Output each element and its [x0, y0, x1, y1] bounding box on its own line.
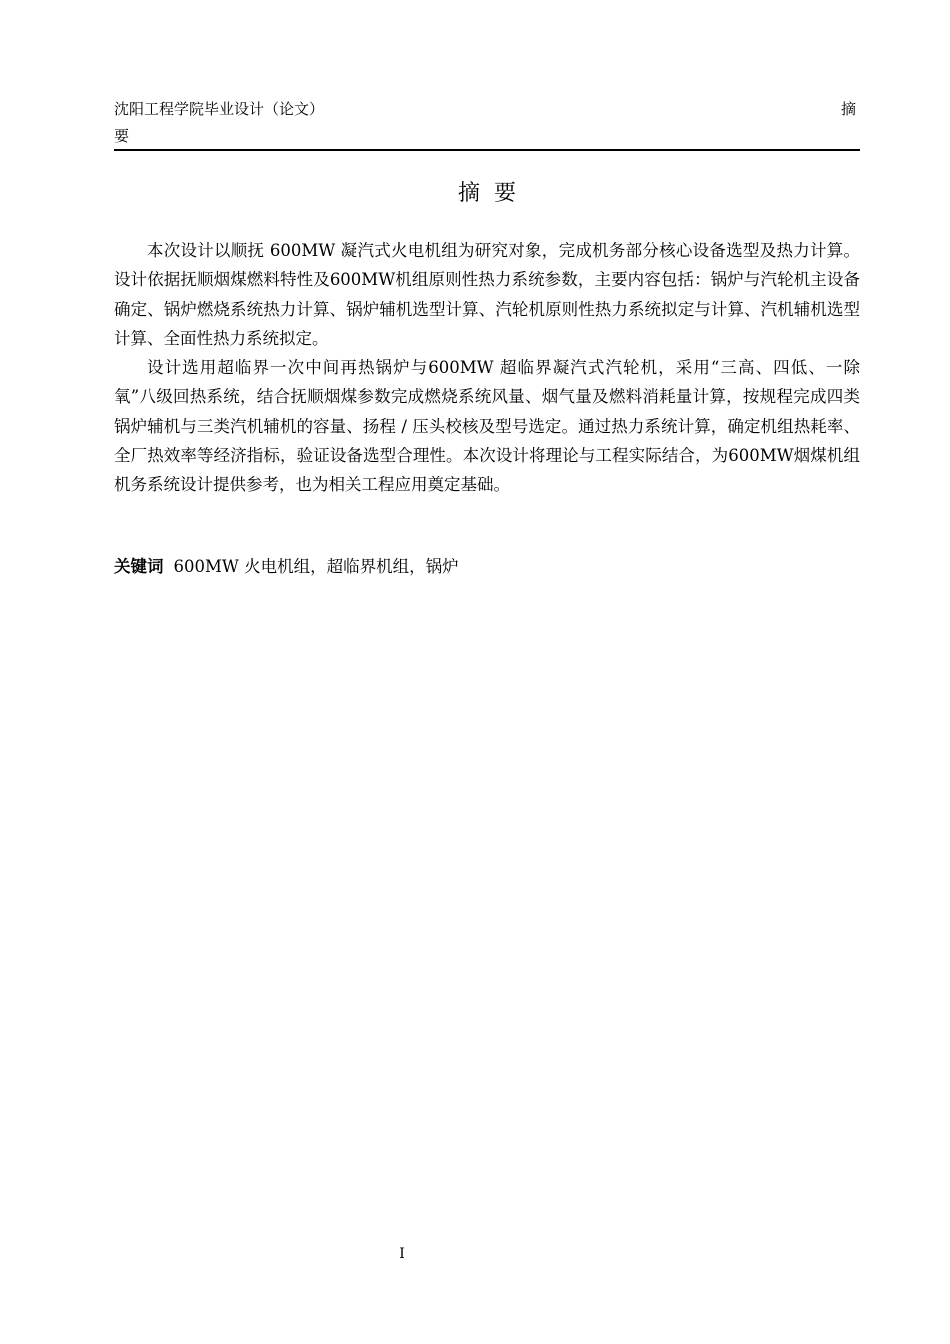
header-divider — [114, 149, 860, 151]
header-school-title: 沈阳工程学院毕业设计（论文） — [114, 100, 325, 118]
keywords-line — [114, 552, 860, 581]
header-section-char-wrapped: 要 — [114, 127, 130, 145]
page-title: 摘要 — [457, 181, 530, 206]
abstract-body — [114, 236, 860, 500]
page-number: I — [399, 1246, 405, 1262]
keywords-value: 600MW 火电机组，超临界机组，锅炉 — [173, 557, 459, 576]
header-section-char: 摘 — [840, 100, 856, 118]
keywords-label: 关键词 — [114, 557, 164, 576]
abstract-paragraph: 本次设计以顺抚 600MW 凝汽式火电机组为研究对象，完成机务部分核心设备选型及热力计算。设计依据抚顺烟煤燃料特性及600MW机组原则性热力系统参数，主要内容包括：锅炉与汽轮机主设备确定、锅炉燃烧系统热力计算、锅炉辅机选型计算、汽轮机原则性热力系统拟定与计算、汽机辅机选型计算、全面性热力系统拟定。 — [114, 241, 860, 348]
abstract-paragraph: 设计选用超临界一次中间再热锅炉与600MW 超临界凝汽式汽轮机，采用“三高、四低、一除氧”八级回热系统，结合抚顺烟煤参数完成燃烧系统风量、烟气量及燃料消耗量计算，按规程完成四类锅炉辅机与三类汽机辅机的容量、扬程 / 压头校核及型号选定。通过热力系统计算，确定机组热耗率、全厂热效率等经济指标，验证设备选型合理性。本次设计将理论与工程实际结合，为600MW烟煤机组机务系统设计提供参考，也为相关工程应用奠定基础。 — [114, 358, 860, 495]
